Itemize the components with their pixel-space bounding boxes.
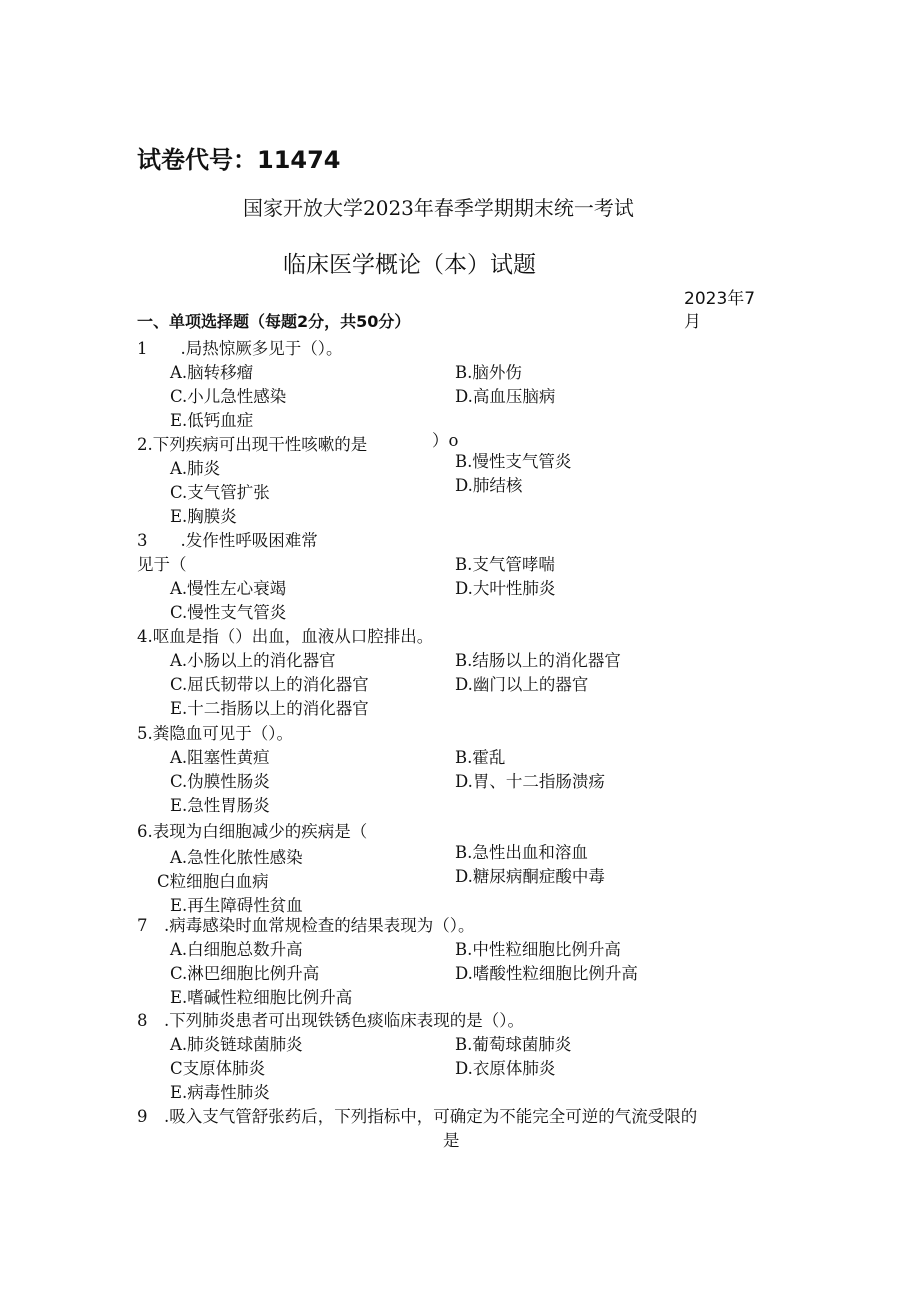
- page-title: 临床医学概论（本）试题: [283, 252, 536, 278]
- answer-option: E.十二指肠以上的消化器官: [170, 699, 369, 718]
- answer-option: B.支气管哮喘: [455, 555, 555, 574]
- answer-option: B.结肠以上的消化器官: [455, 651, 621, 670]
- answer-option: E.低钙血症: [170, 411, 254, 430]
- answer-option: A.急性化脓性感染: [170, 848, 303, 867]
- question-text: 9 .吸入支气管舒张药后，下列指标中，可确定为不能完全可逆的气流受限的: [137, 1107, 698, 1126]
- answer-option: A.肺炎: [170, 459, 221, 478]
- answer-option: A.肺炎链球菌肺炎: [170, 1035, 303, 1054]
- answer-option: C.淋巴细胞比例升高: [170, 964, 320, 983]
- answer-option: D.大叶性肺炎: [455, 579, 556, 598]
- answer-option: D.幽门以上的器官: [455, 675, 589, 694]
- answer-option: C.伪膜性肠炎: [170, 772, 270, 791]
- answer-option: E.再生障碍性贫血: [170, 896, 303, 915]
- answer-option: A.阻塞性黄疸: [170, 748, 270, 767]
- answer-option: E.病毒性肺炎: [170, 1083, 270, 1102]
- answer-option: E.胸膜炎: [170, 507, 237, 526]
- exam-date-line2: 月: [684, 312, 701, 332]
- question-text: 见于（: [137, 555, 187, 574]
- answer-option: E.嗜碱性粒细胞比例升高: [170, 988, 353, 1007]
- answer-option: C.支气管扩张: [170, 483, 270, 502]
- answer-option: C支原体肺炎: [170, 1059, 266, 1078]
- answer-option: C.小儿急性感染: [170, 387, 287, 406]
- answer-option: B.霍乱: [455, 748, 506, 767]
- answer-option: C.慢性支气管炎: [170, 603, 287, 622]
- paper-code: 试卷代号：11474: [137, 146, 341, 174]
- question-text: 3 .发作性呼吸困难常: [137, 531, 318, 550]
- answer-option: ）o: [432, 431, 459, 450]
- question-text: 6.表现为白细胞减少的疾病是（: [137, 822, 368, 841]
- section-heading: 一、单项选择题（每题2分，共50分）: [137, 312, 411, 331]
- answer-option: B.急性出血和溶血: [455, 843, 588, 862]
- answer-option: C.屈氏韧带以上的消化器官: [170, 675, 369, 694]
- answer-option: A.白细胞总数升高: [170, 940, 303, 959]
- answer-option: 是: [443, 1131, 460, 1150]
- answer-option: A.慢性左心衰竭: [170, 579, 287, 598]
- question-text: 4.呕血是指（）出血，血液从口腔排出。: [137, 627, 434, 646]
- question-text: 8 .下列肺炎患者可出现铁锈色痰临床表现的是（）。: [137, 1011, 524, 1030]
- question-text: 1 .局热惊厥多见于（）。: [137, 339, 343, 358]
- answer-option: D.肺结核: [455, 476, 523, 495]
- answer-option: E.急性胃肠炎: [170, 796, 270, 815]
- answer-option: B.脑外伤: [455, 363, 522, 382]
- question-text: 2.下列疾病可出现干性咳嗽的是: [137, 435, 368, 454]
- exam-name: 国家开放大学2023年春季学期期末统一考试: [243, 196, 634, 220]
- question-text: 7 .病毒感染时血常规检查的结果表现为（）。: [137, 916, 475, 935]
- answer-option: A.脑转移瘤: [170, 363, 254, 382]
- answer-option: B.中性粒细胞比例升高: [455, 940, 621, 959]
- question-text: 5.粪隐血可见于（）。: [137, 724, 293, 743]
- answer-option: B.葡萄球菌肺炎: [455, 1035, 572, 1054]
- exam-date-line1: 2023年7: [684, 289, 756, 309]
- answer-option: D.嗜酸性粒细胞比例升高: [455, 964, 638, 983]
- answer-option: D.衣原体肺炎: [455, 1059, 556, 1078]
- answer-option: D.高血压脑病: [455, 387, 556, 406]
- answer-option: D.糖尿病酮症酸中毒: [455, 867, 605, 886]
- answer-option: A.小肠以上的消化器官: [170, 651, 336, 670]
- answer-option: B.慢性支气管炎: [455, 452, 572, 471]
- question-text: C粒细胞白血病: [157, 872, 269, 891]
- answer-option: D.胃、十二指肠溃疡: [455, 772, 605, 791]
